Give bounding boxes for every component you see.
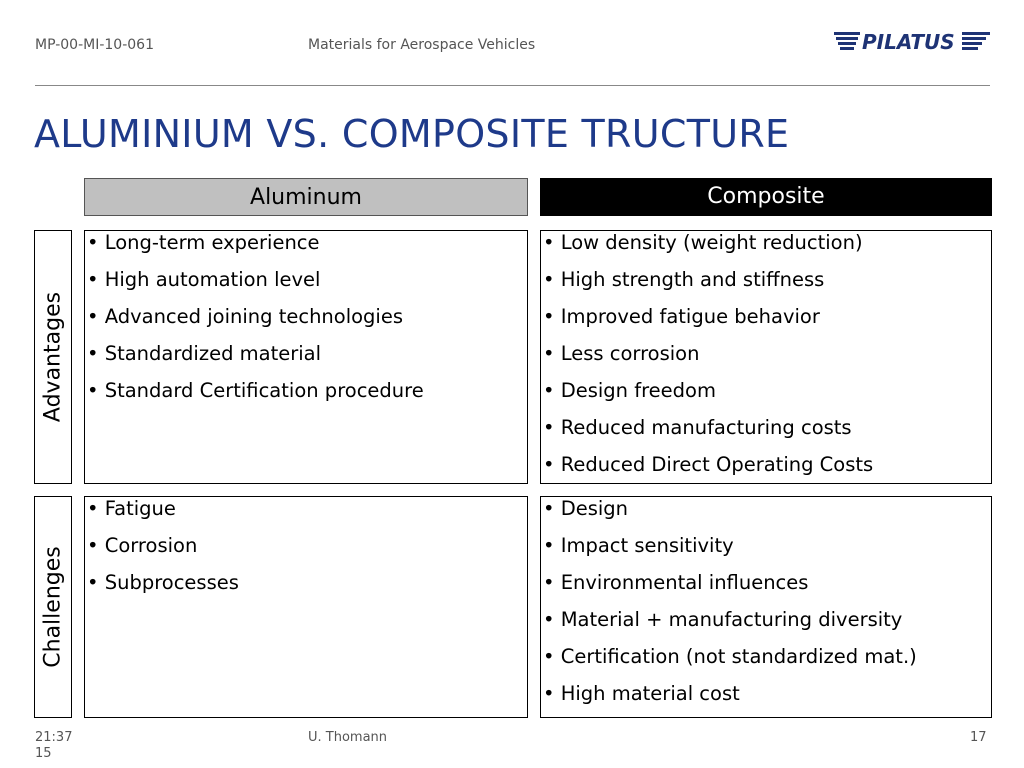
header-divider — [35, 85, 990, 86]
bullet-list — [87, 224, 527, 409]
list-item: • Long-term experience — [87, 224, 527, 261]
slide-title: ALUMINIUM VS. COMPOSITE TRUCTURE — [34, 112, 790, 156]
row-label-challenges — [34, 496, 72, 718]
bullet-list — [87, 490, 527, 601]
logo-wordmark: PILATUS — [862, 30, 955, 54]
column-header-composite: Composite — [540, 178, 992, 216]
list-item: • High automation level — [87, 261, 527, 298]
list-item: • Material + manufacturing diversity — [543, 601, 991, 638]
list-item: • Less corrosion — [543, 335, 991, 372]
list-item: • Reduced Direct Operating Costs — [543, 446, 991, 483]
logo-stripes-left-icon — [834, 32, 862, 52]
footer-time-line1: 21:37 — [35, 730, 73, 745]
page-number: 17 — [970, 730, 987, 745]
list-item: • Standard Certification procedure — [87, 372, 527, 409]
column-header-aluminum: Aluminum — [84, 178, 528, 216]
list-item: • Design freedom — [543, 372, 991, 409]
row-label-text: Challenges — [40, 546, 66, 668]
footer-author: U. Thomann — [308, 730, 388, 745]
cell-composite-advantages — [540, 230, 992, 484]
list-item: • Advanced joining technologies — [87, 298, 527, 335]
list-item: • Impact sensitivity — [543, 527, 991, 564]
doc-id: MP-00-MI-10-061 — [35, 37, 154, 53]
course-title: Materials for Aerospace Vehicles — [308, 37, 536, 53]
footer-time-line2: 15 — [35, 746, 52, 761]
cell-composite-challenges — [540, 496, 992, 718]
list-item: • Low density (weight reduction) — [543, 224, 991, 261]
row-label-text: Advantages — [40, 291, 66, 423]
cell-aluminum-advantages — [84, 230, 528, 484]
list-item: • High strength and stiffness — [543, 261, 991, 298]
row-label-advantages — [34, 230, 72, 484]
list-item: • Corrosion — [87, 527, 527, 564]
logo-stripes-right-icon — [962, 32, 992, 52]
list-item: • Subprocesses — [87, 564, 527, 601]
bullet-list — [543, 490, 991, 712]
list-item: • Reduced manufacturing costs — [543, 409, 991, 446]
list-item: • Environmental influences — [543, 564, 991, 601]
list-item: • Fatigue — [87, 490, 527, 527]
list-item: • High material cost — [543, 675, 991, 712]
footer-time — [35, 730, 72, 762]
list-item: • Improved fatigue behavior — [543, 298, 991, 335]
bullet-list — [543, 224, 991, 483]
pilatus-logo — [834, 31, 992, 53]
list-item: • Design — [543, 490, 991, 527]
list-item: • Standardized material — [87, 335, 527, 372]
cell-aluminum-challenges — [84, 496, 528, 718]
list-item: • Certification (not standardized mat.) — [543, 638, 991, 675]
